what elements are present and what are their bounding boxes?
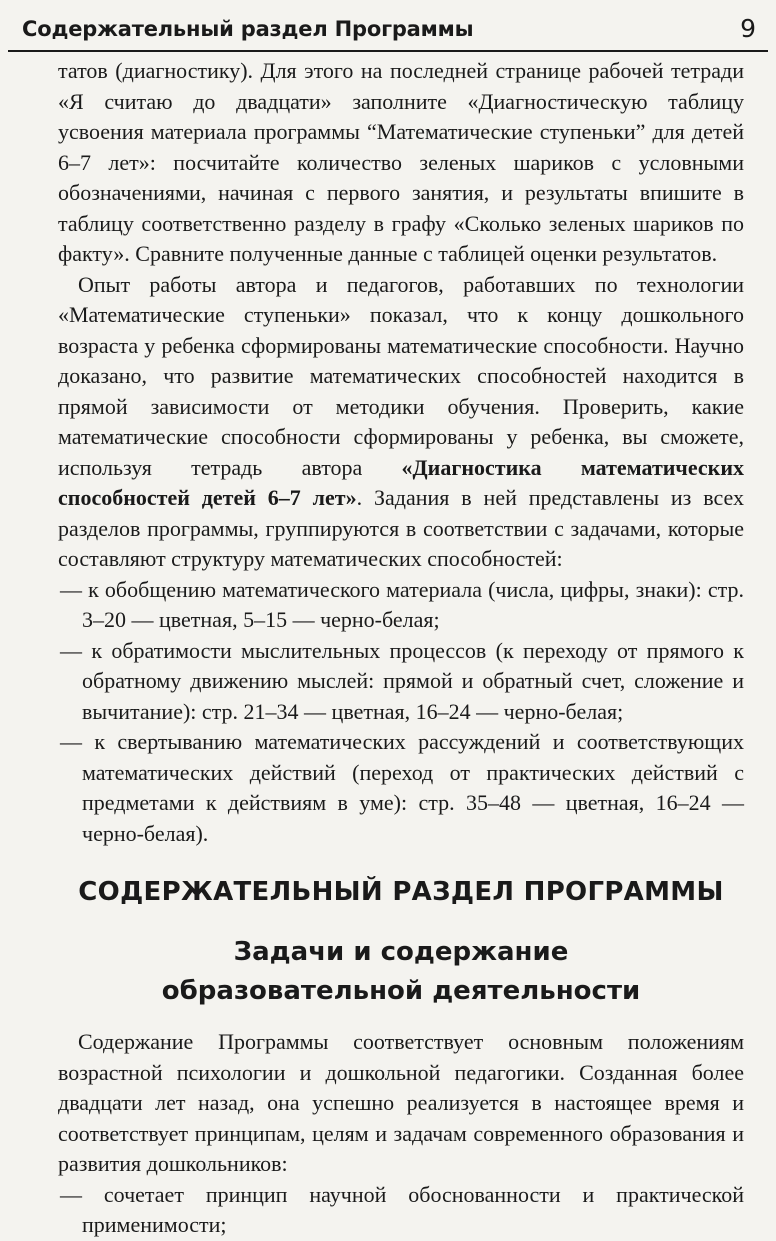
paragraph-text: . Задания в ней представлены из всех разделов программы, группируются в соответствии с задачами, которые составляют структуру математических способностей: <box>58 485 745 571</box>
running-header <box>8 6 768 52</box>
subsection-heading <box>58 933 744 1011</box>
list-item: — к свертыванию математических рассуждений и соответствующих математических действий (переход от практических действий с предметами к действиям в уме): стр. 35–48 — цветная, 16–24 — черно-белая). <box>60 729 744 846</box>
list-item: — к обратимости мыслительных процессов (к переходу от прямого к обратному движению мыслей: прямой и обратный счет, сложение и вычитание): стр. 21–34 — цветная, 16–24 — черно-белая; <box>60 637 744 724</box>
notebook-title: «Диагностика математических способностей детей 6–7 лет» <box>58 454 744 510</box>
paragraph-text: Опыт работы автора и педагогов, работавших по технологии «Математические ступеньки» показал, что к концу дошкольного возраста у ребенка сформированы математические способности. Научно доказано, что развитие математических способностей находится в прямой зависимости от методики обучения. Проверить, какие математические способности сформированы у ребенка, вы сможете, используя тетрадь автора <box>58 271 744 480</box>
ability-list <box>58 575 744 850</box>
subsection-heading-line: Задачи и содержание <box>233 937 569 967</box>
running-title: Содержательный раздел Программы <box>22 17 474 41</box>
subsection-heading-line: образовательной деятельности <box>161 976 641 1006</box>
paragraph-content: Содержание Программы соответствует основным положениям возрастной психологии и дошкольной педагогики. Созданная более двадцати лет назад, она успешно реализуется в настоящее время и соответствует принципам, целям и задачам современного образования и развития дошкольников: <box>58 1029 744 1176</box>
page-body <box>58 56 744 1241</box>
paragraph-continued: татов (диагностику). Для этого на последней странице рабочей тетради «Я считаю до двадцати» заполните «Диагностическую таблицу усвоения материала программы “Математические ступеньки” для детей 6–7 лет»: посчитайте количество зеленых шариков с условными обозначениями, начиная с первого занятия, и результаты впишите в таблицу соответственно разделу в графу «Сколько зеленых шариков по факту». Сравните полученные данные с таблицей оценки результатов. <box>58 58 744 266</box>
paragraph-experience <box>58 270 744 575</box>
list-item: — к обобщению математического материала (числа, цифры, знаки): стр. 3–20 — цветная, 5–15 — черно-белая; <box>60 576 744 632</box>
list-item: — сочетает принцип научной обоснованности и практической применимости; <box>60 1181 744 1237</box>
section-heading: СОДЕРЖАТЕЛЬНЫЙ РАЗДЕЛ ПРОГРАММЫ <box>78 877 724 907</box>
page-number: 9 <box>740 14 756 43</box>
principles-list <box>58 1180 744 1241</box>
